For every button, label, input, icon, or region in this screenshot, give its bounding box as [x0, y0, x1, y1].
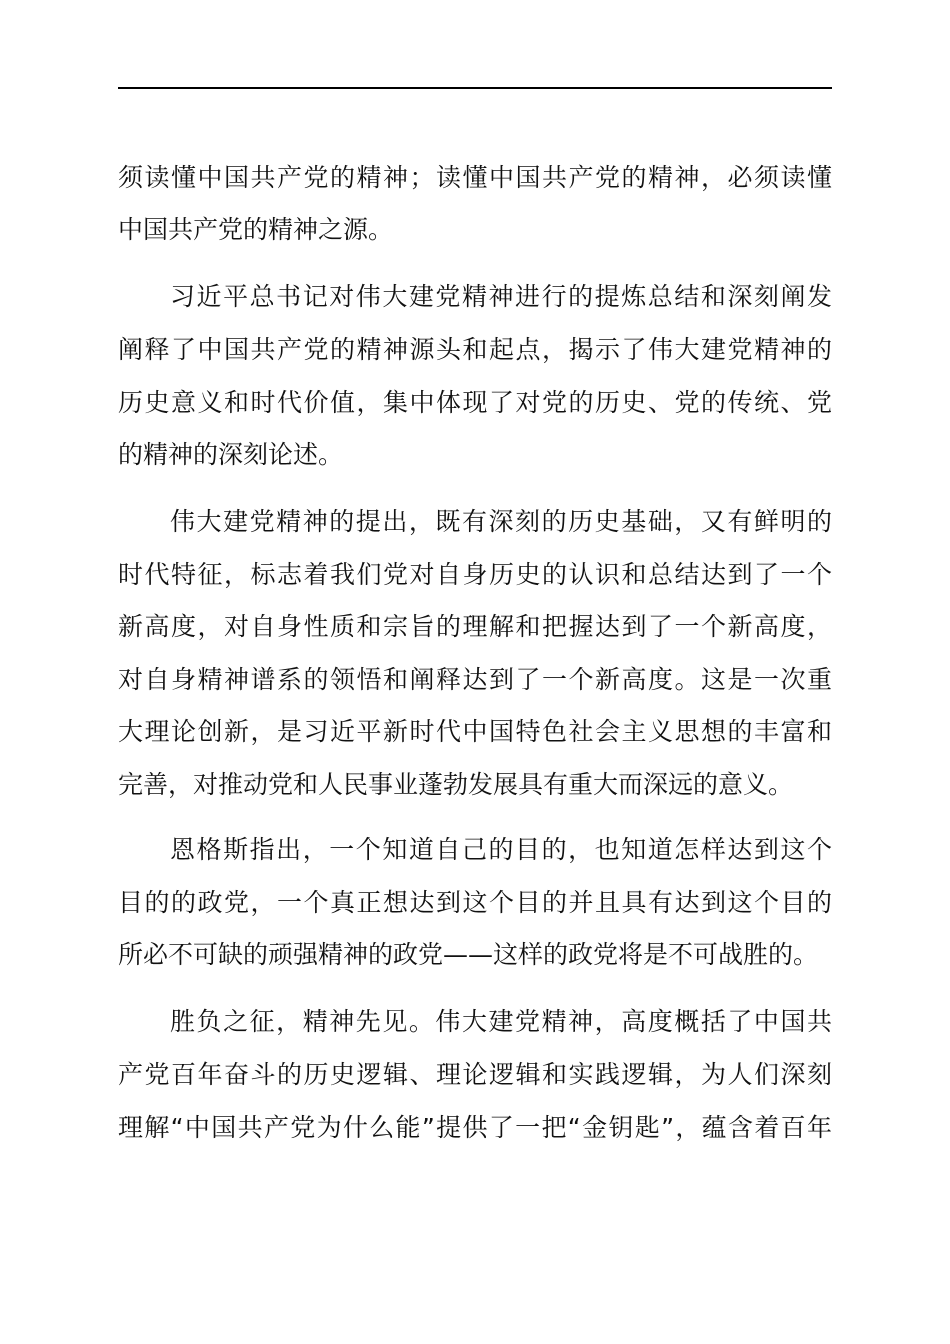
- paragraph-3-line: 时代特征，标志着我们党对自身历史的认识和总结达到了一个: [118, 560, 832, 589]
- paragraph-1-line: 须读懂中国共产党的精神；读懂中国共产党的精神，必须读懂: [118, 163, 832, 192]
- paragraph-4-line: 目的的政党，一个真正想达到这个目的并且具有达到这个目的: [118, 888, 832, 917]
- paragraph-1-line: 中国共产党的精神之源。: [118, 215, 394, 244]
- header-rule: [118, 87, 832, 89]
- paragraph-5-line: 理解“中国共产党为什么能”提供了一把“金钥匙”，蕴含着百年: [118, 1113, 832, 1142]
- paragraph-4-line: 所必不可缺的顽强精神的政党——这样的政党将是不可战胜的。: [118, 940, 819, 969]
- paragraph-2-line: 习近平总书记对伟大建党精神进行的提炼总结和深刻阐发: [170, 282, 832, 311]
- paragraph-3-line: 大理论创新，是习近平新时代中国特色社会主义思想的丰富和: [118, 717, 832, 746]
- paragraph-3-line: 对自身精神谱系的领悟和阐释达到了一个新高度。这是一次重: [118, 665, 832, 694]
- paragraph-5-line: 胜负之征，精神先见。伟大建党精神，高度概括了中国共: [170, 1007, 832, 1036]
- paragraph-5-line: 产党百年奋斗的历史逻辑、理论逻辑和实践逻辑，为人们深刻: [118, 1060, 832, 1089]
- paragraph-4-line: 恩格斯指出，一个知道自己的目的，也知道怎样达到这个: [170, 835, 832, 864]
- paragraph-3-line: 新高度，对自身性质和宗旨的理解和把握达到了一个新高度，: [118, 612, 832, 641]
- paragraph-3-line: 完善，对推动党和人民事业蓬勃发展具有重大而深远的意义。: [118, 770, 794, 799]
- paragraph-2-line: 历史意义和时代价值，集中体现了对党的历史、党的传统、党: [118, 388, 832, 417]
- paragraph-2-line: 阐释了中国共产党的精神源头和起点，揭示了伟大建党精神的: [118, 335, 832, 364]
- paragraph-3-line: 伟大建党精神的提出，既有深刻的历史基础，又有鲜明的: [170, 507, 832, 536]
- paragraph-2-line: 的精神的深刻论述。: [118, 440, 344, 469]
